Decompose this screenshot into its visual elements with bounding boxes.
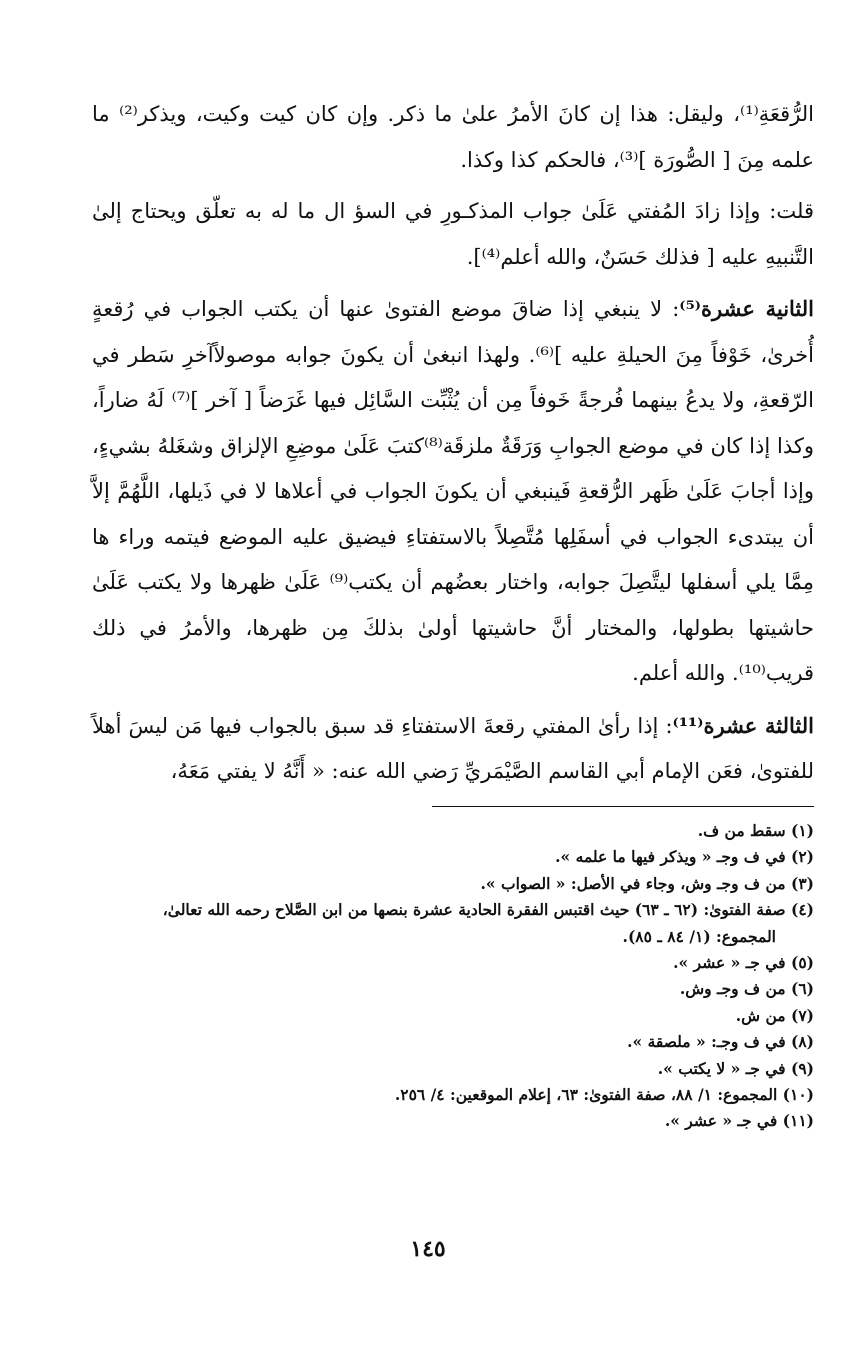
footnote: (١٠) المجموع: ١/ ٨٨، صفة الفتوىٰ: ٦٣، إعلام الموقعين: ٤/ ٢٥٦. <box>394 1085 814 1105</box>
footnote: (٧) من ش. <box>735 1005 814 1025</box>
footnote: (٨) في ف وجـ: « ملصقة ». <box>627 1032 814 1052</box>
footnote: (١) سقط من ف. <box>697 821 814 840</box>
paragraph-text: قلت: وإذا زادَ المُفتي عَلَىٰ جواب المذكـورِ في السؤ ال ما له به تعلّق ويحتاج إلىٰ التَّنبيهِ عليه [ فذلك حَسَنٌ، والله أعلم⁽⁴⁾]. <box>92 199 814 269</box>
paragraph <box>92 286 814 697</box>
footnote: (٤) صفة الفتوىٰ: (٦٢ ـ ٦٣) حيث اقتبس الفقرة الحادية عشرة بنصها من ابن الصَّلاح رحمه الله تعالىٰ، <box>162 900 814 920</box>
section-heading: الثانية عشرة⁽⁵⁾ <box>679 296 815 321</box>
paragraph <box>92 189 814 280</box>
footnote: (١١) في جـ « عشر ». <box>664 1111 814 1131</box>
section-heading: الثالثة عشرة⁽¹¹⁾ <box>672 712 814 738</box>
footnote: (٦) من ف وجـ وش. <box>679 979 814 999</box>
main-text <box>92 92 814 801</box>
footnote-divider <box>432 806 814 807</box>
page-number: ١٤٥ <box>410 1236 446 1262</box>
footnote: (٩) في جـ « لا يكتب ». <box>657 1058 814 1078</box>
paragraph-text: : لا ينبغي إذا ضاقَ موضع الفتوىٰ عنها أن يكتب الجواب في رُقعةٍ أُخرىٰ، خَوْفاً مِنَ الحيلةِ عليه ]⁽⁶⁾. ولهذا انبغىٰ أن يكونَ جوابه موصولاًآخرِ سَطر في الرّقعةِ، ولا يدعُ بينهما فُرجةً خَوفاً مِن أن يُثْبِّت السَّائِل فيها غَرَضاً [ آخر ]⁽⁷⁾ لَهُ ضاراً، وكذا إذا كان في موضع الجوابِ وَرَقَةٌ ملزقَة⁽⁸⁾كتبَ عَلَىٰ موضِعِ الإلزاق وشغَلهُ بشيءٍ، وإذا أجابَ عَلَىٰ ظَهر الرُّقعةِ فَينبغي أن يكونَ الجواب في أعلاها لا في ذَيلها، اللَّهُمَّ إلاَّ أن يبتدىء الجواب في أسفَلِها مُتَّصِلاً بالاستفتاءِ فيضيق عليه الموضع فيتمه وراء ها مِمَّا يلي أسفلها ليتَّصِلَ جوابه، واختار بعضُهم أن يكتب⁽⁹⁾ عَلَىٰ ظهرها ولا يكتب عَلَىٰ حاشيتها بطولها، والمختار أنَّ حاشيتها أولىٰ بذلكَ مِن ظهرها، والأمرُ في ذلك قريب⁽¹⁰⁾. والله أعلم. <box>92 297 814 685</box>
footnote: (٢) في ف وجـ « ويذكر فيها ما علمه ». <box>555 847 814 867</box>
footnotes <box>92 818 814 1135</box>
paragraph <box>92 92 814 183</box>
footnote: (٥) في جـ « عشر ». <box>673 953 814 973</box>
paragraph <box>92 703 814 795</box>
footnote: (٣) من ف وجـ وش، وجاء في الأصل: « الصواب ». <box>480 873 814 893</box>
paragraph-text: الرُّقعَةِ⁽¹⁾، وليقل: هذا إن كانَ الأمرُ علىٰ ما ذكر. وإن كان كيت وكيت، ويذكر⁽²⁾ ما علمه مِنَ [ الصُّورَة ]⁽³⁾، فالحكم كذا وكذا. <box>92 102 815 172</box>
footnote-continuation: المجموع: (١/ ٨٤ ـ ٨٥). <box>622 926 776 946</box>
paragraph-text: : إذا رأىٰ المفتي رقعةَ الاستفتاءِ قد سبق بالجواب فيها مَن ليسَ أهلاً للفتوىٰ، فعَن الإمام أبي القاسم الصَّيْمَريِّ رَضي الله عنه: « أَنَّهُ لا يفتي مَعَهُ، <box>92 713 814 783</box>
